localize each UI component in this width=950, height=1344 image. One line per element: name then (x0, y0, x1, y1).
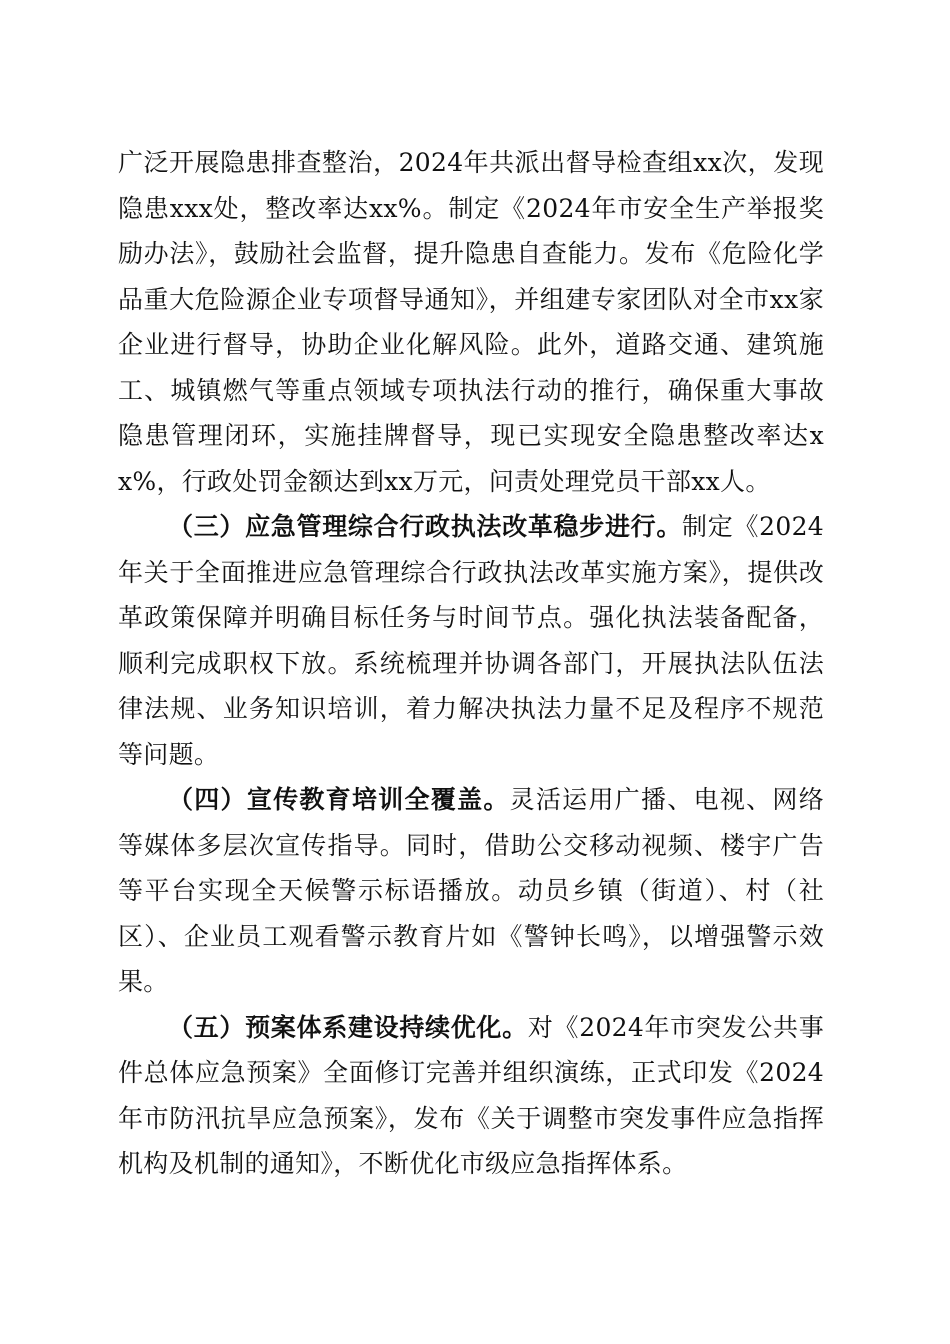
document-body (118, 140, 824, 1187)
paragraph-text: 灵活运用广播、电视、网络等媒体多层次宣传指导。同时，借助公交移动视频、楼宇广告等平台实现全天候警示标语播放。动员乡镇（街道）、村（社区）、企业员工观看警示教育片如《警钟长鸣》，以增强警示效果。 (118, 785, 824, 996)
paragraph-section-3 (118, 504, 824, 777)
paragraph-text: 广泛开展隐患排查整治，2024年共派出督导检查组xx次，发现隐患xxx处，整改率达xx%。制定《2024年市安全生产举报奖励办法》，鼓励社会监督，提升隐患自查能力。发布《危险化学品重大危险源企业专项督导通知》，并组建专家团队对全市xx家企业进行督导，协助企业化解风险。此外，道路交通、建筑施工、城镇燃气等重点领域专项执法行动的推行，确保重大事故隐患管理闭环，实施挂牌督导，现已实现安全隐患整改率达xx%，行政处罚金额达到xx万元，问责处理党员干部xx人。 (118, 148, 824, 496)
paragraph-text: 对《2024年市突发公共事件总体应急预案》全面修订完善并组织演练，正式印发《2024年市防汛抗旱应急预案》，发布《关于调整市突发事件应急指挥机构及机制的通知》，不断优化市级应急指挥体系。 (118, 1012, 824, 1178)
section-heading-5: （五）预案体系建设持续优化。 (168, 1012, 528, 1042)
paragraph-continued (118, 140, 824, 504)
paragraph-section-4 (118, 777, 824, 1005)
section-heading-4: （四）宣传教育培训全覆盖。 (168, 785, 510, 814)
paragraph-section-5 (118, 1005, 824, 1187)
section-heading-3: （三）应急管理综合行政执法改革稳步进行。 (168, 512, 683, 541)
paragraph-text: 制定《2024年关于全面推进应急管理综合行政执法改革实施方案》，提供改革政策保障并明确目标任务与时间节点。强化执法装备配备，顺利完成职权下放。系统梳理并协调各部门，开展执法队伍法律法规、业务知识培训，着力解决执法力量不足及程序不规范等问题。 (118, 512, 824, 769)
